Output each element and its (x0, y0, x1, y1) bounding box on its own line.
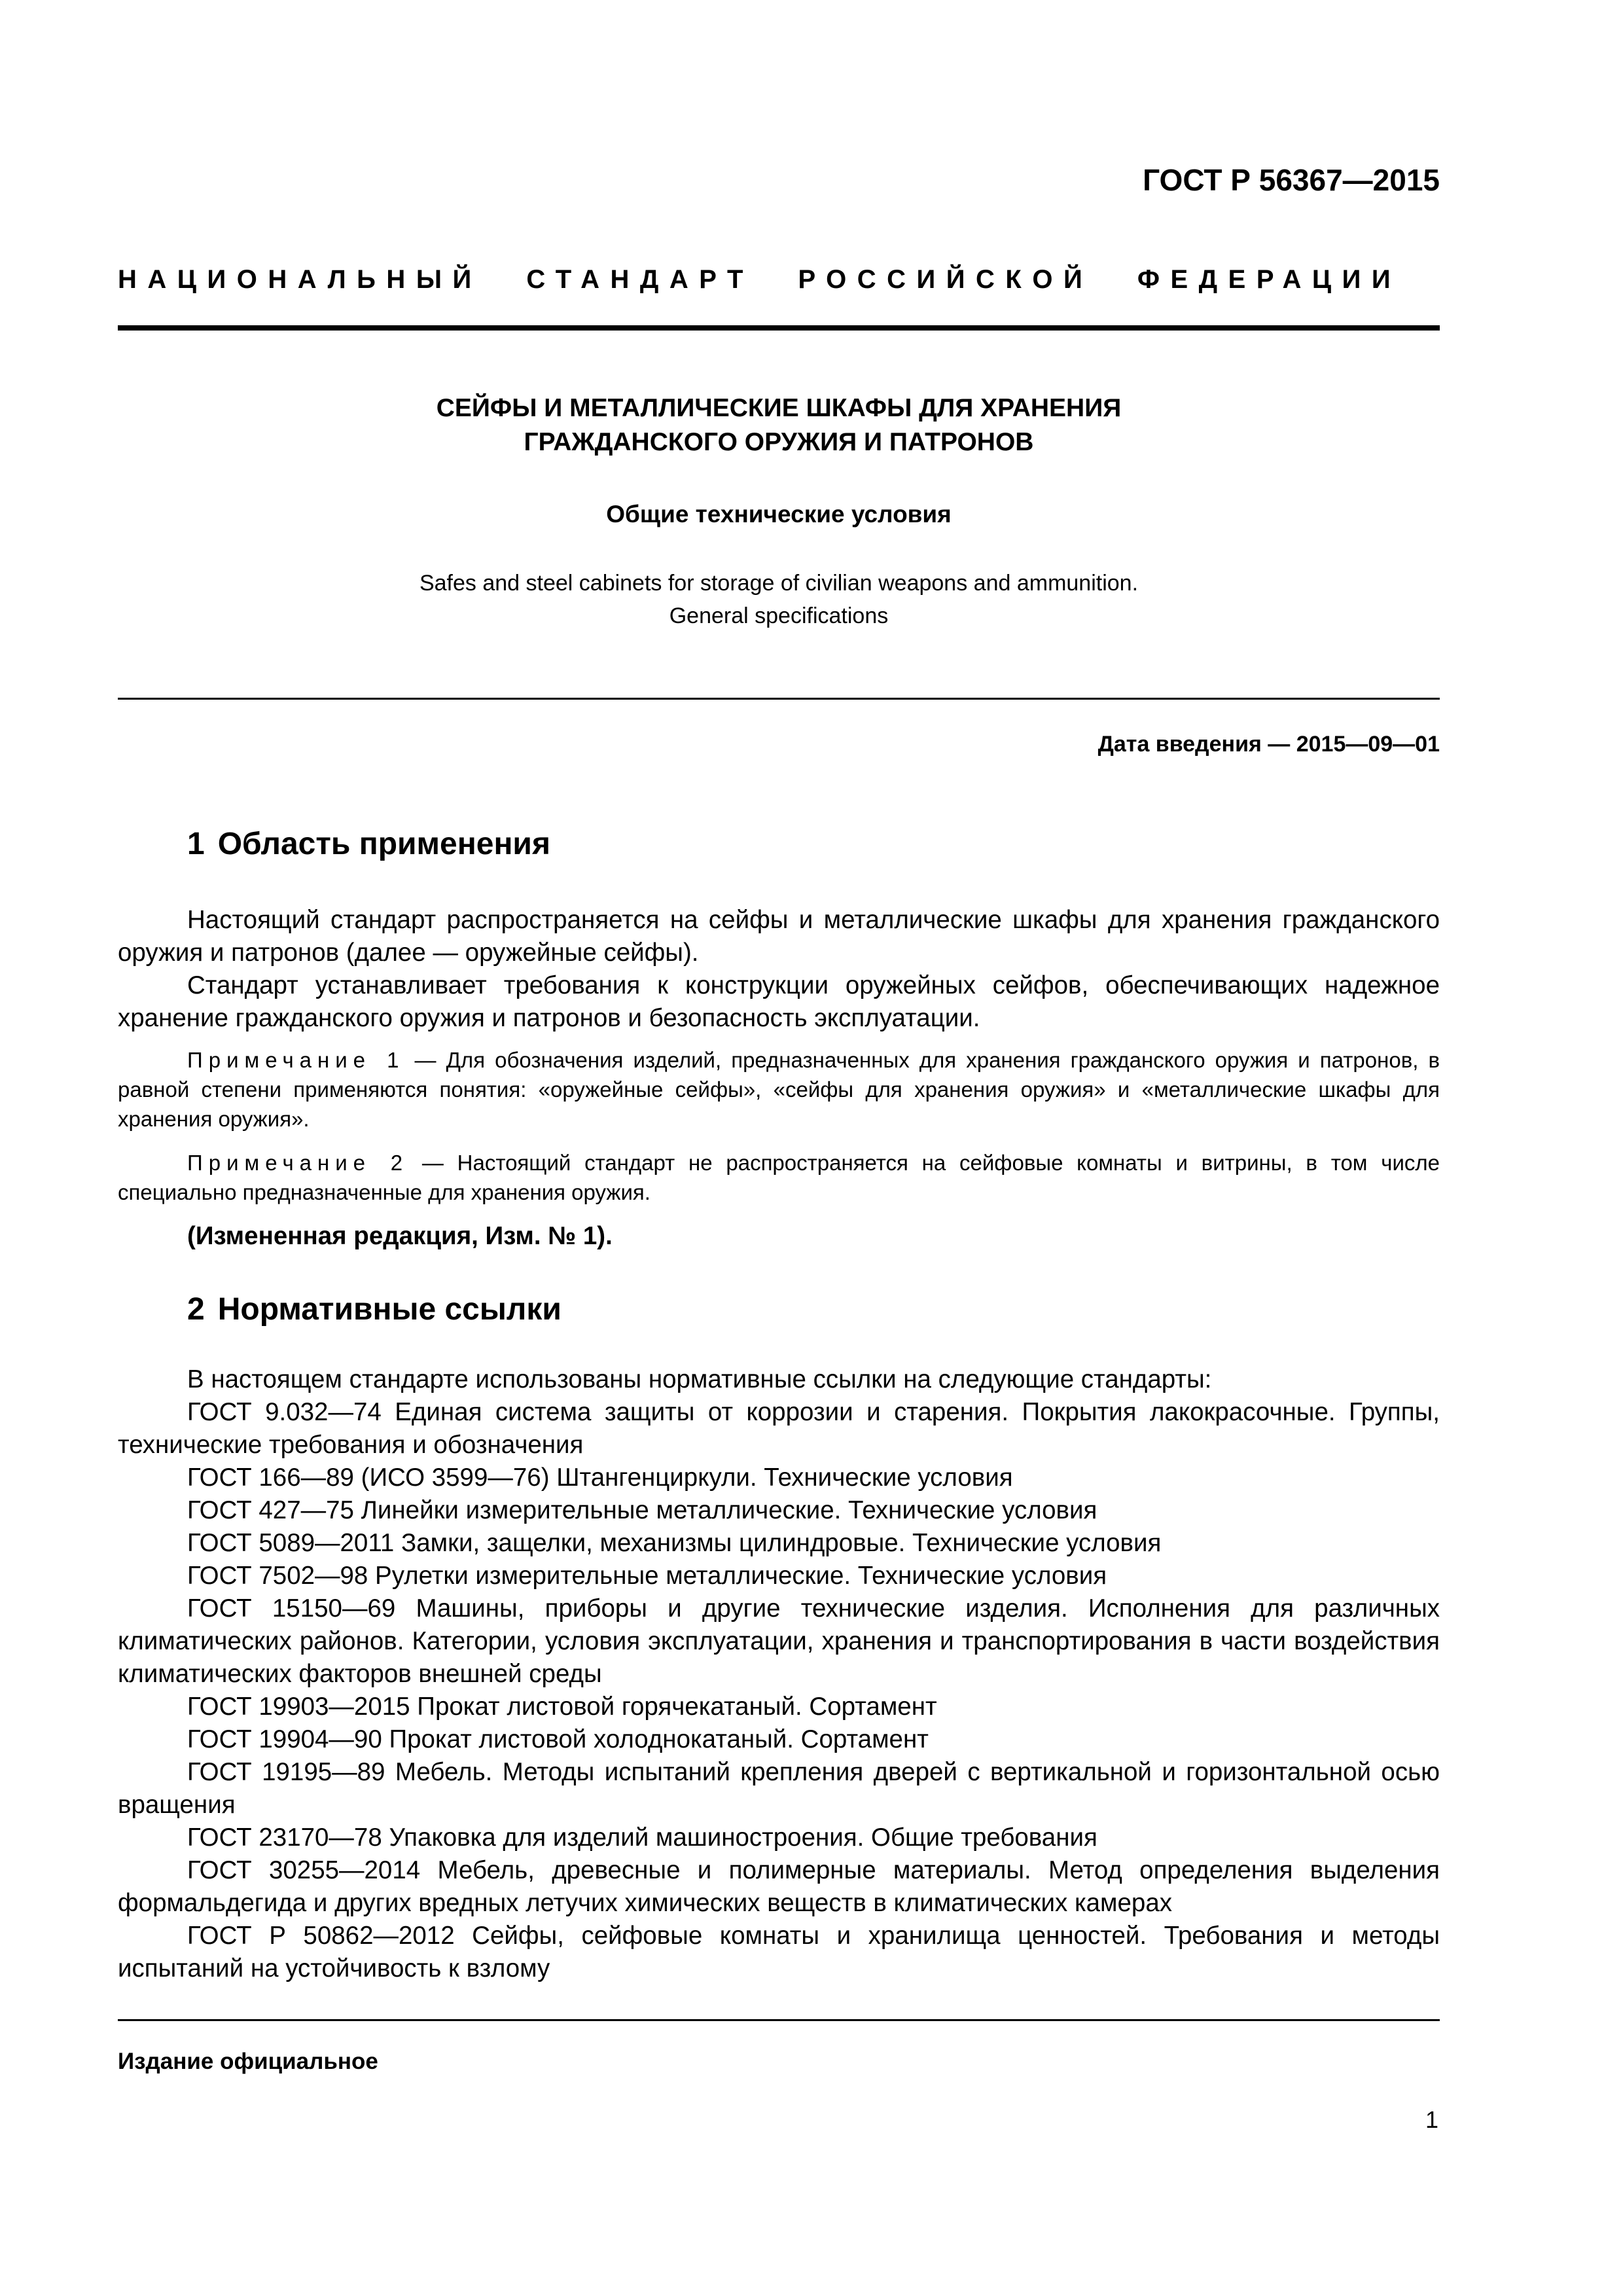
reference-item: ГОСТ 23170—78 Упаковка для изделий машиностроения. Общие требования (187, 1823, 1097, 1852)
note-text: — Для обозначения изделий, предназначенных для хранения гражданского оружия и патронов, в равной степени применяются понятия: «оружейные сейфы», «сейфы для хранения оружия» и «металлические шкафы для хранения оружия». (118, 1048, 1440, 1131)
english-title-line: General specifications (669, 603, 889, 628)
section-heading-normative-references (187, 1291, 562, 1327)
reference-item: ГОСТ 19195—89 Мебель. Методы испытаний крепления дверей с вертикальной и горизонтальной осью вращения (118, 1758, 1440, 1819)
references-intro: В настоящем стандарте использованы нормативные ссылки на следующие стандарты: (187, 1365, 1212, 1393)
national-standard-title: НАЦИОНАЛЬНЫЙ СТАНДАРТ РОССИЙСКОЙ ФЕДЕРАЦИИ (118, 265, 1402, 294)
standard-title (118, 391, 1440, 459)
note-2 (118, 1148, 1440, 1207)
section-number: 2 (187, 1292, 205, 1327)
document-number: ГОСТ Р 56367—2015 (1143, 163, 1440, 197)
footer-divider (118, 2019, 1440, 2021)
note-label: Примечание 2 (187, 1151, 409, 1175)
paragraph: Стандарт устанавливает требования к конструкции оружейных сейфов, обеспечивающих надежное хранение гражданского оружия и патронов и безопасность эксплуатации. (118, 971, 1440, 1032)
reference-item: ГОСТ 15150—69 Машины, приборы и другие технические изделия. Исполнения для различных климатических районов. Категории, условия эксплуатации, хранения и транспортирования в части воздействия климатических факторов внешней среды (118, 1594, 1440, 1688)
standard-english-title (118, 567, 1440, 632)
paragraph: Настоящий стандарт распространяется на сейфы и металлические шкафы для хранения гражданского оружия и патронов (далее — оружейные сейфы). (118, 906, 1440, 967)
english-title-line: Safes and steel cabinets for storage of civilian weapons and ammunition. (419, 571, 1139, 596)
note-1 (118, 1045, 1440, 1134)
standard-title-line: ГРАЖДАНСКОГО ОРУЖИЯ И ПАТРОНОВ (524, 428, 1034, 456)
standard-title-line: СЕЙФЫ И МЕТАЛЛИЧЕСКИЕ ШКАФЫ ДЛЯ ХРАНЕНИЯ (436, 394, 1122, 422)
reference-item: ГОСТ 9.032—74 Единая система защиты от коррозии и старения. Покрытия лакокрасочные. Группы, технические требования и обозначения (118, 1398, 1440, 1459)
page-number: 1 (1425, 2106, 1438, 2133)
reference-item: ГОСТ 19903—2015 Прокат листовой горячекатаный. Сортамент (187, 1693, 937, 1721)
section-number: 1 (187, 827, 205, 861)
header-divider (118, 325, 1440, 331)
section-heading-scope (187, 826, 550, 862)
introduction-date: Дата введения — 2015—09—01 (1097, 732, 1440, 757)
official-edition-label: Издание официальное (118, 2049, 378, 2074)
reference-item: ГОСТ 427—75 Линейки измерительные металлические. Технические условия (187, 1496, 1097, 1524)
reference-item: ГОСТ 166—89 (ИСО 3599—76) Штангенциркули. Технические условия (187, 1463, 1013, 1492)
title-divider (118, 698, 1440, 700)
reference-item: ГОСТ 19904—90 Прокат листовой холоднокатаный. Сортамент (187, 1725, 929, 1753)
section-title: Область применения (217, 827, 550, 861)
amendment-note: (Измененная редакция, Изм. № 1). (187, 1222, 613, 1250)
section-title: Нормативные ссылки (217, 1292, 562, 1327)
reference-item: ГОСТ 7502—98 Рулетки измерительные металлические. Технические условия (187, 1562, 1107, 1590)
normative-references-list (118, 1363, 1440, 1985)
reference-item: ГОСТ 5089—2011 Замки, защелки, механизмы цилиндровые. Технические условия (187, 1529, 1162, 1557)
note-label: Примечание 1 (187, 1048, 405, 1072)
standard-subtitle: Общие технические условия (606, 501, 952, 528)
reference-item: ГОСТ Р 50862—2012 Сейфы, сейфовые комнаты и хранилища ценностей. Требования и методы испытаний на устойчивость к взлому (118, 1922, 1440, 1982)
reference-item: ГОСТ 30255—2014 Мебель, древесные и полимерные материалы. Метод определения выделения формальдегида и других вредных летучих химических веществ в климатических камерах (118, 1856, 1440, 1917)
note-text: — Настоящий стандарт не распространяется на сейфовые комнаты и витрины, в том числе специально предназначенные для хранения оружия. (118, 1151, 1440, 1204)
section1-body (118, 904, 1440, 1035)
